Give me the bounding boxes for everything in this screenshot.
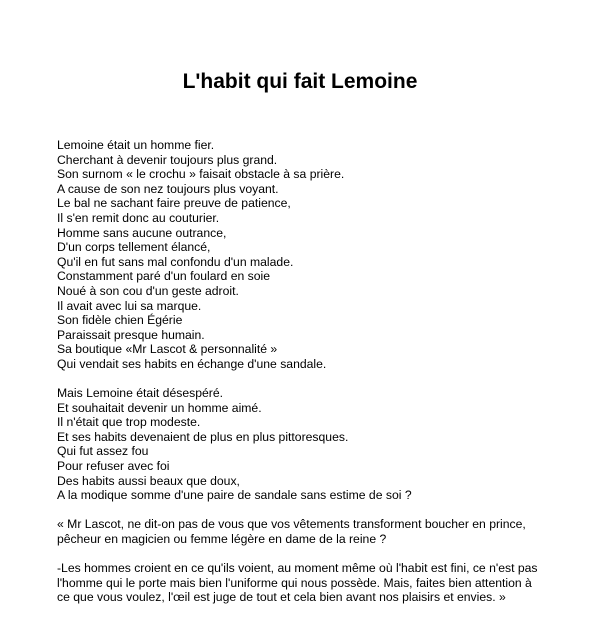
- text-line: D'un corps tellement élancé,: [57, 240, 211, 255]
- text-line: Mais Lemoine était désespéré.: [57, 386, 223, 401]
- text-line: Qu'il en fut sans mal confondu d'un malade.: [57, 254, 294, 269]
- text-line: Son surnom « le crochu » faisait obstacle à sa prière.: [57, 167, 345, 182]
- text-line: Il n'était que trop modeste.: [57, 415, 201, 430]
- text-line: Pour refuser avec foi: [57, 459, 170, 474]
- text-line: -Les hommes croient en ce qu'ils voient, au moment même où l'habit est fini, ce n'est pas: [57, 561, 538, 576]
- text-line: Il s'en remit donc au couturier.: [57, 210, 220, 225]
- stanza-1: [57, 138, 587, 372]
- text-line: Qui fut assez fou: [57, 444, 149, 459]
- text-line: ce que vous voulez, l'œil est juge de tout et cela bien avant nos plaisirs et envies. »: [57, 590, 506, 605]
- text-line: Lemoine était un homme fier.: [57, 138, 215, 152]
- dialogue-answer: [57, 561, 587, 605]
- text-line: l'homme qui le porte mais bien l'uniforme qui nous possède. Mais, faites bien attention à: [57, 575, 532, 590]
- text-line: pêcheur en magicien ou femme légère en dame de la reine ?: [57, 532, 387, 547]
- dialogue-question: [57, 517, 587, 546]
- text-line: Sa boutique «Mr Lascot & personnalité »: [57, 342, 278, 357]
- text-line: Des habits aussi beaux que doux,: [57, 473, 240, 488]
- text-line: Qui vendait ses habits en échange d'une sandale.: [57, 356, 327, 371]
- text-line: A cause de son nez toujours plus voyant.: [57, 181, 279, 196]
- poem-body: [57, 138, 587, 620]
- text-line: Cherchant à devenir toujours plus grand.: [57, 152, 278, 167]
- text-line: Et ses habits devenaient de plus en plus pittoresques.: [57, 429, 349, 444]
- stanza-2: [57, 386, 587, 503]
- text-line: Noué à son cou d'un geste adroit.: [57, 283, 239, 298]
- text-line: Il avait avec lui sa marque.: [57, 298, 202, 313]
- text-line: A la modique somme d'une paire de sandale sans estime de soi ?: [57, 488, 412, 503]
- text-line: Le bal ne sachant faire preuve de patience,: [57, 196, 291, 211]
- text-line: Paraissait presque humain.: [57, 327, 205, 342]
- text-line: Et souhaitait devenir un homme aimé.: [57, 400, 262, 415]
- text-line: Son fidèle chien Égérie: [57, 313, 183, 328]
- text-line: Homme sans aucune outrance,: [57, 225, 227, 240]
- text-line: « Mr Lascot, ne dit-on pas de vous que vos vêtements transforment boucher en prince,: [57, 517, 526, 532]
- text-line: Constamment paré d'un foulard en soie: [57, 269, 271, 284]
- document-title: L'habit qui fait Lemoine: [182, 70, 418, 93]
